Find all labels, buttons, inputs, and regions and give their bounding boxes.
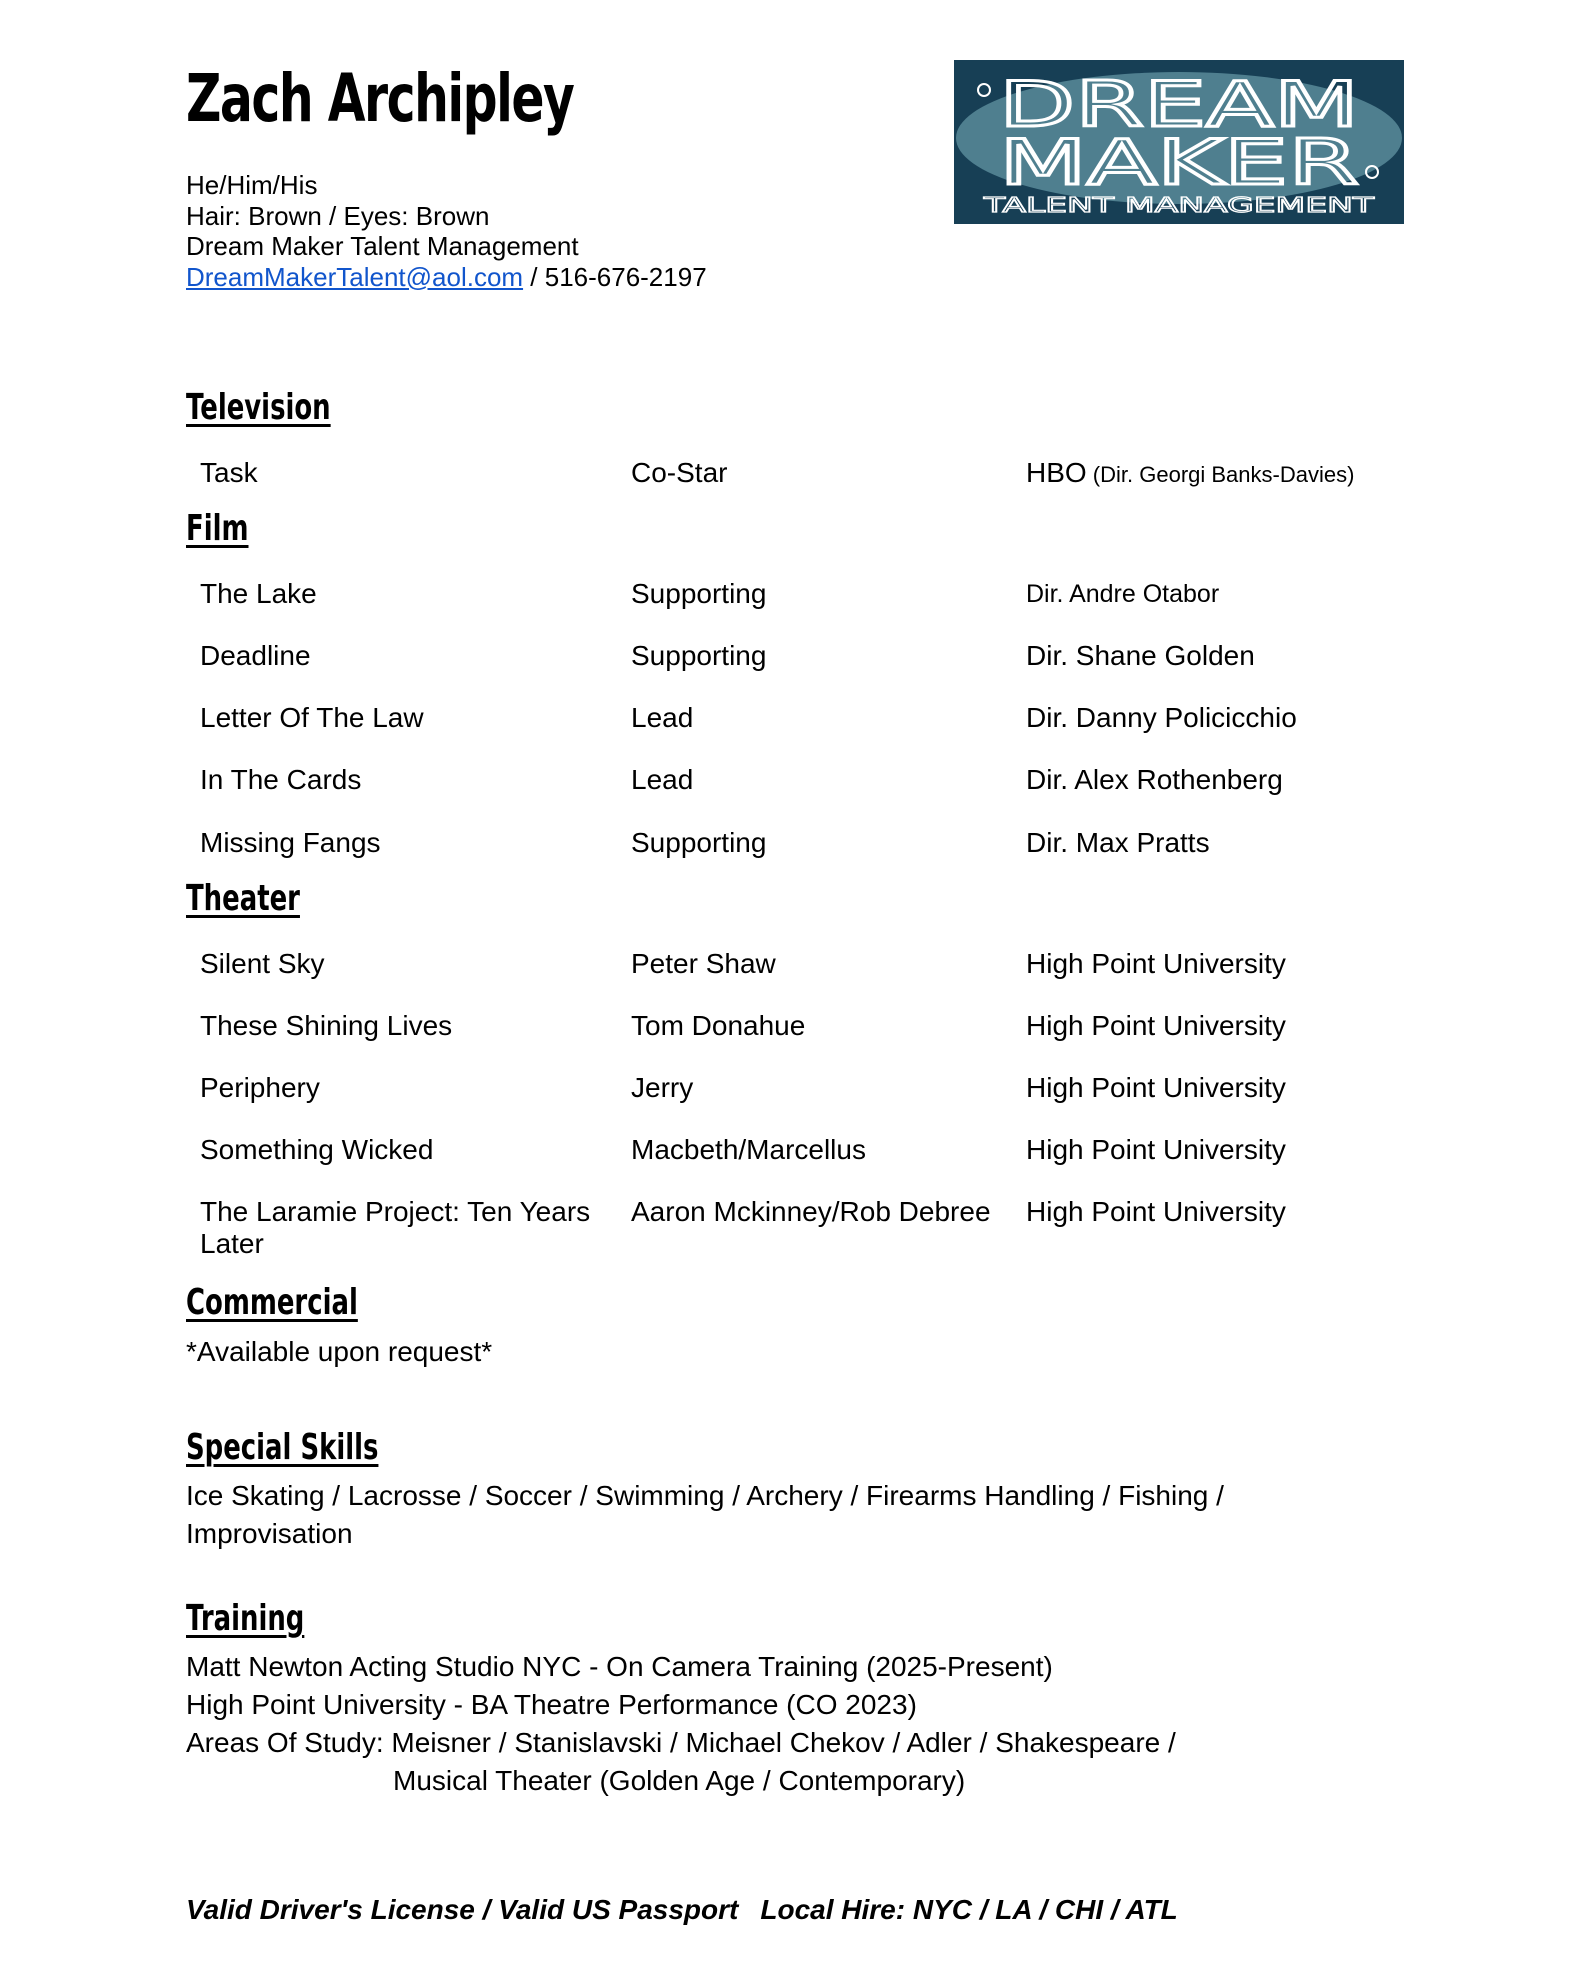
- credit-director: Dir. Max Pratts: [1026, 827, 1210, 858]
- credit-venue: High Point University: [1026, 1072, 1286, 1103]
- contact-info: [186, 170, 707, 292]
- credit-role: Co-Star: [631, 457, 728, 488]
- footer-note: [186, 1894, 1178, 1926]
- credit-role: Supporting: [631, 827, 767, 858]
- logo-line-talent: TALENT MANAGEMENT: [982, 193, 1376, 217]
- actor-name: Zach Archipley: [186, 60, 574, 137]
- section-heading-television: Television: [186, 387, 331, 428]
- credit-network: HBO: [1026, 457, 1087, 488]
- skills-list: [186, 1477, 1224, 1553]
- credit-director: Dir. Danny Policicchio: [1026, 702, 1297, 733]
- credit-role: Peter Shaw: [631, 948, 776, 979]
- section-heading-special-skills: Special Skills: [186, 1427, 379, 1468]
- phone-number: / 516-676-2197: [523, 261, 707, 292]
- credit-director-note: (Dir. Georgi Banks-Davies): [1086, 462, 1355, 487]
- email-link[interactable]: DreamMakerTalent@aol.com: [186, 261, 524, 292]
- training-list: [186, 1648, 1176, 1800]
- credit-title: Silent Sky: [200, 948, 325, 979]
- credit-venue: High Point University: [1026, 948, 1286, 979]
- credit-title: Deadline: [200, 640, 311, 671]
- training-line: High Point University - BA Theatre Performance (CO 2023): [186, 1689, 917, 1720]
- credit-role: Supporting: [631, 578, 767, 609]
- training-line: Matt Newton Acting Studio NYC - On Camera Training (2025-Present): [186, 1651, 1053, 1682]
- credit-title: The Laramie Project: Ten Years Later: [200, 1196, 591, 1259]
- agency-name: Dream Maker Talent Management: [186, 231, 579, 261]
- credit-venue: High Point University: [1026, 1010, 1286, 1041]
- credit-role: Aaron Mckinney/Rob Debree: [631, 1196, 991, 1227]
- credit-title: These Shining Lives: [200, 1010, 453, 1041]
- credit-title: Periphery: [200, 1072, 320, 1103]
- local-hire-note: Local Hire: NYC / LA / CHI / ATL: [760, 1894, 1178, 1925]
- credit-title: Letter Of The Law: [200, 702, 424, 733]
- credit-title: The Lake: [200, 578, 317, 609]
- training-line: Areas Of Study: Meisner / Stanislavski / Michael Chekov / Adler / Shakespeare /: [186, 1727, 1176, 1758]
- credit-role: Tom Donahue: [631, 1010, 806, 1041]
- credit-venue: High Point University: [1026, 1196, 1286, 1227]
- credit-title: In The Cards: [200, 764, 362, 795]
- credit-director: Dir. Shane Golden: [1026, 640, 1255, 671]
- credit-director: Dir. Alex Rothenberg: [1026, 764, 1283, 795]
- skills-line: Ice Skating / Lacrosse / Soccer / Swimming / Archery / Firearms Handling / Fishing /: [186, 1480, 1224, 1511]
- logo-line-dream: DREAM: [999, 68, 1359, 141]
- section-heading-theater: Theater: [186, 878, 300, 919]
- credit-role: Macbeth/Marcellus: [631, 1134, 866, 1165]
- dream-maker-logo: [954, 60, 1404, 224]
- credit-title: Task: [200, 457, 258, 488]
- credit-role: Lead: [631, 764, 694, 795]
- credit-role: Supporting: [631, 640, 767, 671]
- section-heading-film: Film: [186, 508, 249, 549]
- credit-venue: High Point University: [1026, 1134, 1286, 1165]
- credit-director: Dir. Andre Otabor: [1026, 580, 1220, 608]
- logo-line-maker: MAKER: [999, 126, 1359, 199]
- credit-title: Something Wicked: [200, 1134, 434, 1165]
- credit-title: Missing Fangs: [200, 827, 381, 858]
- pronouns: He/Him/His: [186, 170, 318, 200]
- skills-line: Improvisation: [186, 1518, 353, 1549]
- documents-note: Valid Driver's License / Valid US Passport: [186, 1894, 739, 1925]
- section-heading-training: Training: [186, 1598, 305, 1639]
- credit-company: [1026, 457, 1354, 491]
- physical-features: Hair: Brown / Eyes: Brown: [186, 200, 490, 231]
- commercial-text: *Available upon request*: [186, 1336, 493, 1367]
- contact-line: [186, 262, 707, 293]
- training-line: Musical Theater (Golden Age / Contemporary): [393, 1765, 966, 1796]
- credit-role: Lead: [631, 702, 694, 733]
- section-heading-commercial: Commercial: [186, 1282, 358, 1323]
- credit-role: Jerry: [631, 1072, 694, 1103]
- commercial-note: [186, 1333, 492, 1371]
